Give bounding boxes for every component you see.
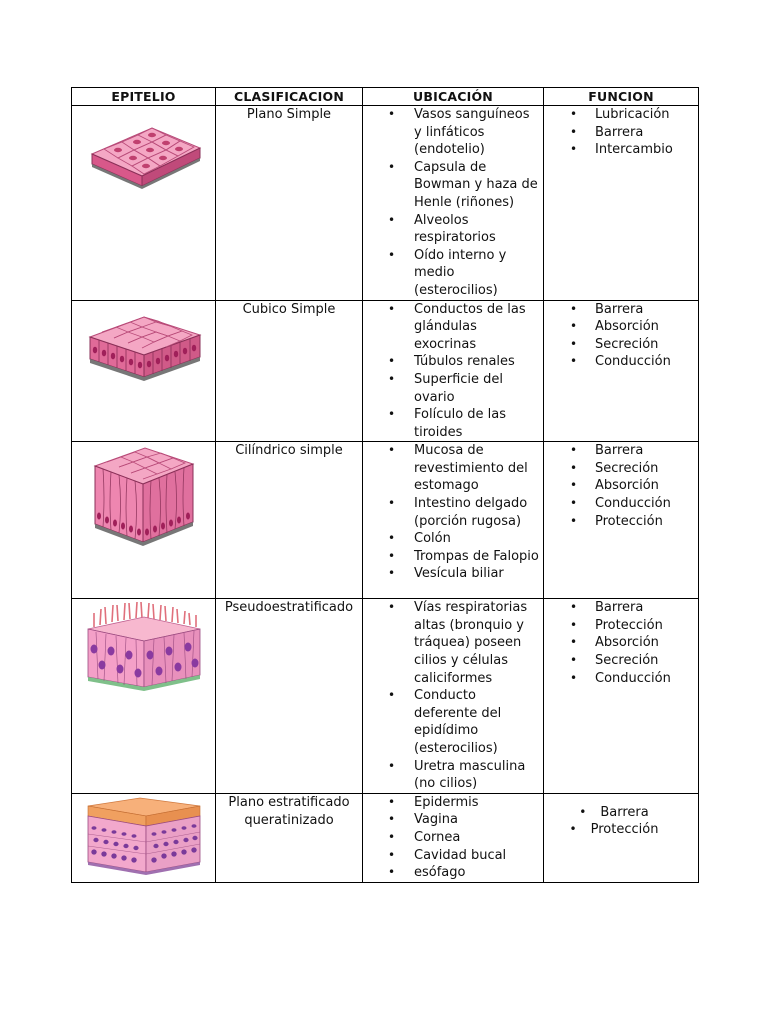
clasificacion-cell: Plano estratificado queratinizado [216,793,363,882]
table-row [72,106,699,301]
list-item: • Alveolos respiratorios [363,212,543,247]
image-cell [72,793,216,882]
clasificacion-cell: Cubico Simple [216,300,363,442]
list-item: • Epidermis [363,794,543,812]
list-item: • Absorción [544,634,698,652]
list-item: • Lubricación [544,106,698,124]
list-item: • Cavidad bucal [363,847,543,865]
list-item: • Intercambio [544,141,698,159]
list-item: • Barrera [544,804,698,822]
list-item: • Conducto deferente del epidídimo (esterocilios) [363,687,543,757]
funcion-cell [544,106,699,301]
list-item: • Vasos sanguíneos y linfáticos (endotelio) [363,106,543,159]
list-item: • Barrera [544,442,698,460]
list-item: • Vías respiratorias altas (bronquio y tráquea) poseen cilios y células caliciformes [363,599,543,687]
funcion-cell [544,599,699,794]
funcion-list [544,301,698,371]
list-item: • Secreción [544,336,698,354]
list-item: • Secreción [544,652,698,670]
list-item: • Colón [363,530,543,548]
list-item: • Uretra masculina (no cilios) [363,758,543,793]
list-item: • Barrera [544,301,698,319]
ubicacion-list [363,106,543,300]
list-item: • Conducción [544,495,698,513]
ubicacion-list [363,442,543,583]
list-item: • Cornea [363,829,543,847]
list-item: • Vagina [363,811,543,829]
list-item: • Barrera [544,124,698,142]
list-item: • Vesícula biliar [363,565,543,583]
funcion-cell [544,300,699,442]
ubicacion-cell [363,300,544,442]
plano-estratificado-queratinizado-tissue-illustration [82,794,206,878]
table-row [72,442,699,599]
funcion-cell [544,793,699,882]
list-item: • Túbulos renales [363,353,543,371]
image-cell [72,599,216,794]
list-item: • Trompas de Falopio [363,548,543,566]
image-cell [72,442,216,599]
list-item: • Superficie del ovario [363,371,543,406]
list-item: • Folículo de las tiroides [363,406,543,441]
ubicacion-list [363,599,543,793]
clasificacion-cell: Cilíndrico simple [216,442,363,599]
header-clasificacion: CLASIFICACION [216,88,363,106]
list-item: • Protección [544,513,698,531]
header-epitelio: EPITELIO [72,88,216,106]
image-cell [72,300,216,442]
funcion-list [544,106,698,159]
ubicacion-list [363,301,543,442]
list-item: • Protección [544,617,698,635]
funcion-list [544,804,698,839]
list-item: • Mucosa de revestimiento del estomago [363,442,543,495]
table-row [72,599,699,794]
list-item: • Conductos de las glándulas exocrinas [363,301,543,354]
list-item: • esófago [363,864,543,882]
cilindrico-simple-tissue-illustration [89,442,199,552]
plano-simple-tissue-illustration [82,106,206,196]
list-item: • Intestino delgado (porción rugosa) [363,495,543,530]
epithelium-table [71,87,699,883]
ubicacion-list [363,794,543,882]
list-item: • Absorción [544,318,698,336]
list-item: • Barrera [544,599,698,617]
funcion-list [544,442,698,530]
ubicacion-cell [363,599,544,794]
cubico-simple-tissue-illustration [82,301,206,387]
list-item: • Capsula de Bowman y haza de Henle (riñones) [363,159,543,212]
clasificacion-cell: Plano Simple [216,106,363,301]
clasificacion-cell: Pseudoestratificado [216,599,363,794]
pseudoestratificado-tissue-illustration [82,599,206,699]
table-row [72,300,699,442]
list-item: • Conducción [544,670,698,688]
ubicacion-cell [363,793,544,882]
image-cell [72,106,216,301]
funcion-cell [544,442,699,599]
header-row [72,88,699,106]
list-item: • Oído interno y medio (esterocilios) [363,247,543,300]
list-item: • Conducción [544,353,698,371]
header-funcion: FUNCION [544,88,699,106]
ubicacion-cell [363,442,544,599]
header-ubicacion: UBICACIÓN [363,88,544,106]
list-item: • Secreción [544,460,698,478]
table-row [72,793,699,882]
list-item: • Absorción [544,477,698,495]
funcion-list [544,599,698,687]
ubicacion-cell [363,106,544,301]
list-item: • Protección [544,821,698,839]
